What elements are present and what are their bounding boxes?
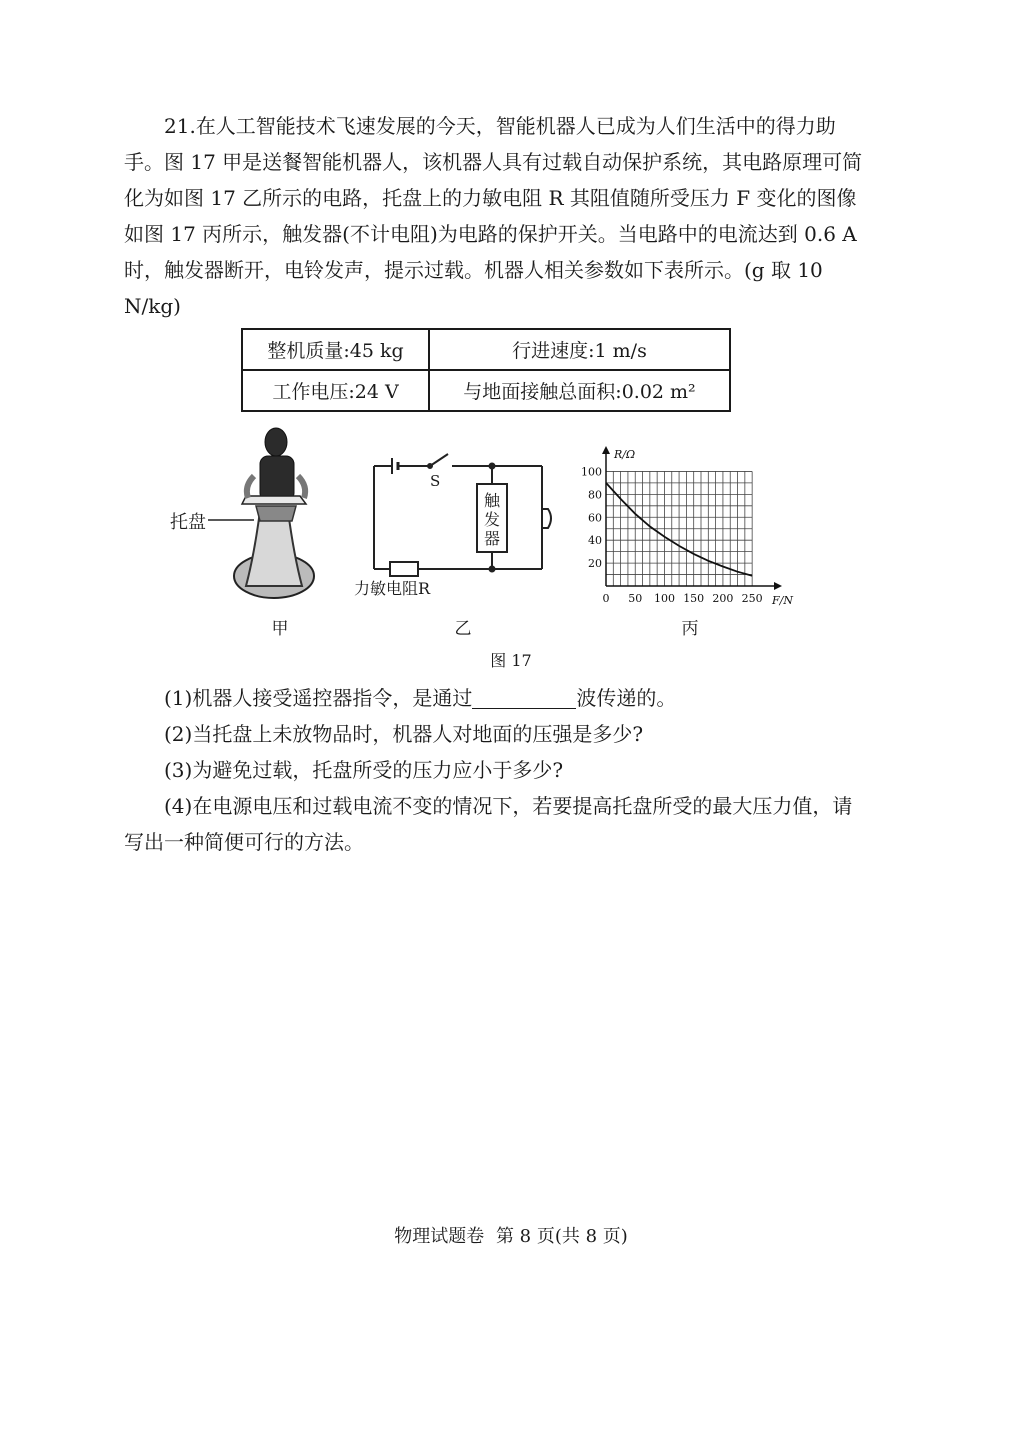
parameter-table (241, 328, 731, 412)
label-jia: 甲 (271, 619, 289, 639)
q2-text: (2)当托盘上未放物品时，机器人对地面的压强是多少? (164, 722, 644, 746)
trigger-label-3: 器 (483, 529, 501, 548)
question-intro (124, 108, 864, 324)
label-yi: 乙 (454, 619, 472, 639)
q1-text-before: (1)机器人接受遥控器指令，是通过 (164, 686, 473, 710)
resistance-force-chart (581, 446, 793, 607)
table-cell: 整机质量:45 kg (242, 329, 429, 370)
switch-label: S (430, 472, 441, 490)
circuit-diagram (374, 454, 551, 576)
question-text: 在人工智能技术飞速发展的今天，智能机器人已成为人们生活中的得力助手。图 17 甲是送餐智能机器人，该机器人具有过载自动保护系统，其电路原理可简化为如图 17 乙所示的电路，托盘上的力敏电阻 R 其阻值随所受压力 F 变化的图像如图 17 丙所示，触发器(不计电阻)为电路的保护开关。当电路中的电流达到 0.6 A 时，触发器断开，电铃发声，提示过载。机器人相关参数如下表所示。(g 取 10 N/kg) (124, 114, 863, 318)
table-row (242, 370, 730, 411)
question-number: 21. (164, 114, 196, 138)
x-tick-label: 50 (628, 592, 643, 605)
trigger-label-1: 触 (483, 491, 501, 510)
label-bing: 丙 (681, 619, 699, 639)
sub-question-3 (124, 752, 864, 788)
footer-page: 第 8 页(共 8 页) (495, 1226, 628, 1247)
figure-caption: 图 17 (490, 651, 532, 670)
answer-blank[interactable] (472, 686, 576, 709)
sub-question-1 (124, 680, 864, 716)
figure-17 (150, 416, 830, 646)
y-tick-label: 100 (581, 465, 602, 479)
x-tick-label: 0 (602, 592, 610, 605)
x-tick-label: 100 (653, 592, 675, 605)
sub-question-2 (124, 716, 864, 752)
x-tick-label: 250 (741, 592, 763, 605)
y-tick-label: 20 (588, 557, 602, 571)
table-cell: 与地面接触总面积:0.02 m² (429, 370, 730, 411)
x-axis-label: F/N (772, 594, 793, 607)
footer-subject: 物理试题卷 (394, 1226, 485, 1247)
trigger-label-2: 发 (483, 510, 501, 529)
x-tick-label: 150 (683, 592, 705, 605)
q1-text-after: 波传递的。 (576, 686, 677, 710)
robot-illustration (208, 428, 314, 598)
sub-question-4 (124, 788, 864, 860)
q4-text: (4)在电源电压和过载电流不变的情况下，若要提高托盘所受的最大压力值，请写出一种简便可行的方法。 (124, 794, 853, 854)
page-footer (0, 1222, 1022, 1248)
table-cell: 工作电压:24 V (242, 370, 429, 411)
table-cell: 行进速度:1 m/s (429, 329, 730, 370)
q3-text: (3)为避免过载，托盘所受的压力应小于多少? (164, 758, 564, 782)
table-row (242, 329, 730, 370)
y-axis-arrow (602, 446, 610, 454)
y-tick-label: 80 (588, 488, 602, 502)
y-tick-label: 40 (588, 534, 602, 548)
y-tick-label: 60 (588, 511, 602, 525)
y-axis-label: R/Ω (614, 448, 636, 461)
tray-label: 托盘 (170, 512, 206, 533)
resistor-label: 力敏电阻R (354, 579, 431, 598)
x-axis-arrow (774, 582, 782, 590)
x-tick-label: 200 (712, 592, 734, 605)
